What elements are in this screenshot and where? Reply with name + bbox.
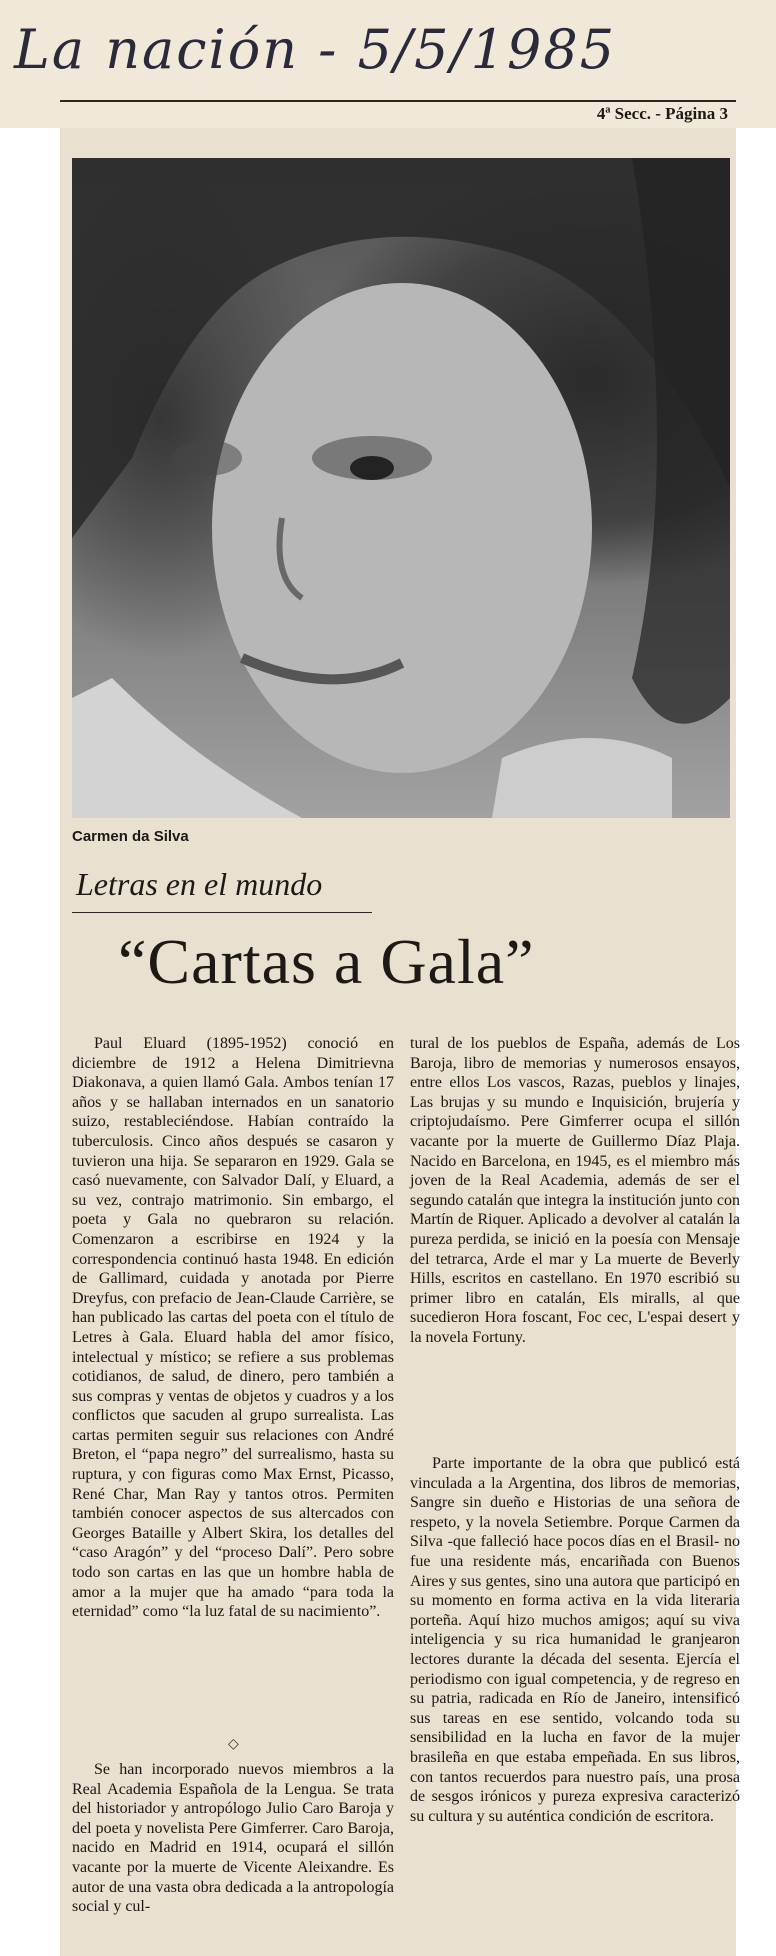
section-page-label: 4ª Secc. - Página 3 bbox=[596, 104, 728, 123]
article-column-2 bbox=[410, 1034, 740, 1348]
paragraph-separator: ◇ bbox=[228, 1737, 239, 1752]
portrait-illustration bbox=[72, 158, 730, 818]
section-kicker: Letras en el mundo bbox=[76, 866, 323, 902]
handwritten-date-note: La nación - 5/5/1985 bbox=[14, 18, 617, 81]
kicker-rule bbox=[72, 912, 372, 913]
portrait-photo bbox=[72, 158, 730, 818]
header-rule bbox=[60, 100, 736, 102]
article-headline: “Cartas a Gala” bbox=[118, 926, 535, 997]
article-column-1 bbox=[72, 1034, 394, 1622]
article-column-2-continued bbox=[410, 1454, 740, 1826]
article-column-1-continued bbox=[72, 1760, 394, 1917]
paragraph-caro-baroja-continued: tural de los pueblos de España, además de Los Baroja, libro de memorias y numerosos ensayos, entre ellos Los vascos, Razas, pueblos y linajes, Las brujas y su mundo e Inquisición, brujería y criptojudaísmo. Pere Gimferrer ocupa el sillón vacante por la muerte de Guillermo Díaz Plaja. Nacido en Barcelona, en 1945, es el miembro más joven de la Real Academia, además de ser el segundo catalán que integra la institución junto con Martín de Riquer. Aplicado a devolver al catalán la pureza perdida, se inició en la poesía con Mensaje del tetrarca, Arde el mar y La muerte de Beverly Hills, escritos en castellano. En 1970 escribió su primer libro en catalán, Els miralls, al que sucedieron Hora foscant, Foc cec, L'espai desert y la novela Fortuny. bbox=[410, 1035, 740, 1346]
paragraph-eluard: Paul Eluard (1895-1952) conoció en diciembre de 1912 a Helena Dimitrievna Diakonava, a quien llamó Gala. Ambos tenían 17 años y se hallaban internados en un sanatorio suizo, restableciéndose. Habían contraído la tuberculosis. Cinco años después se casaron y tuvieron una hija. Se separaron en 1929. Gala se casó nuevamente, con Salvador Dalí, y Eluard, a su vez, contrajo matrimonio. Sin embargo, el poeta y Gala no quebraron su relación. Comenzaron a escribirse en 1924 y la correspondencia continuó hasta 1948. En edición de Gallimard, cuidada y anotada por Pierre Dreyfus, con prefacio de Jean-Claude Carrière, se han publicado las cartas del poeta con el título de Letres à Gala. Eluard habla del amor físico, intelectual y místico; se refiere a sus problemas cotidianos, de salud, de dinero, pero también a sus compras y ventas de objetos y cuadros y a los conflictos que sacuden al grupo surrealista. Las cartas permiten seguir sus relaciones con André Breton, el “papa negro” del surrealismo, hasta su ruptura, y con figuras como Max Ernst, Picasso, René Char, Man Ray y tantos otros. Permiten también conocer aspectos de sus altercados con Georges Bataille y Albert Skira, los detalles del “caso Aragón” y del “proceso Dalí”. Pero sobre todo son cartas en las que un hombre habla de amor a la mujer que ha amado “para toda la eternidad” como “la luz fatal de su nacimiento”. bbox=[72, 1035, 394, 1621]
paragraph-real-academia: Se han incorporado nuevos miembros a la Real Academia Española de la Lengua. Se trata del historiador y antropólogo Julio Caro Baroja y del poeta y novelista Pere Gimferrer. Caro Baroja, nacido en Madrid en 1914, ocupará el sillón vacante por la muerte de Vicente Aleixandre. Es autor de una vasta obra dedicada a la antropología social y cul- bbox=[72, 1761, 394, 1916]
photo-caption: Carmen da Silva bbox=[72, 828, 189, 845]
paragraph-carmen-da-silva: Parte importante de la obra que publicó está vinculada a la Argentina, dos libros de memorias, Sangre sin dueño e Historias de una señora de respeto, y la novela Setiembre. Porque Carmen da Silva -que falleció hace pocos días en el Brasil- no fue una residente más, encariñada con Buenos Aires y sus gentes, sino una autora que participó en su momento en forma activa en la vida literaria porteña. Aquí hizo muchos amigos; aquí su viva inteligencia y su rica humanidad le granjearon lectores durante la década del sesenta. Ejercía el periodismo con igual competencia, y de regreso en su patria, radicada en Río de Janeiro, intensificó sus tareas en ese sentido, volcando toda su sensibilidad en la lucha en favor de la mujer brasileña en que estaba empeñada. En sus libros, con tantos recuerdos para nuestro país, una prosa de sesgos irónicos y pureza expresiva caracterizó su cultura y su auténtica condición de escritora. bbox=[410, 1455, 740, 1825]
